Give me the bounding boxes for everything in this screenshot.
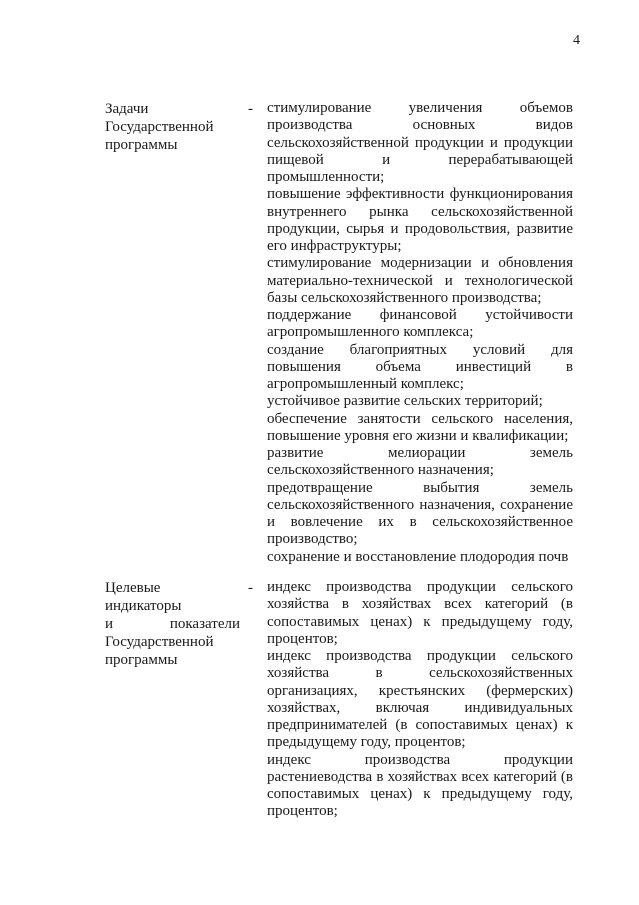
tasks-list	[267, 100, 573, 566]
indicators-label-line: Целевые	[105, 580, 161, 596]
tasks-item: обеспечение занятости сельского населения, повышение уровня его жизни и квалификации;	[267, 410, 573, 444]
tasks-dash: -	[248, 101, 253, 117]
indicators-label-word: и	[105, 616, 114, 632]
tasks-label-line: программы	[105, 137, 178, 153]
indicators-item: индекс производства продукции растениеводства в хозяйствах всех категорий (в сопоставимых ценах) к предыдущему году, процентов;	[267, 751, 573, 820]
indicators-dash: -	[248, 580, 253, 596]
tasks-label	[105, 100, 240, 154]
tasks-label-line: Задачи	[105, 101, 149, 117]
tasks-label-line: Государственной	[105, 119, 214, 135]
tasks-item: сохранение и восстановление плодородия почв	[267, 548, 569, 565]
indicators-label-line: индикаторы	[105, 598, 182, 614]
tasks-item: устойчивое развитие сельских территорий;	[267, 393, 543, 410]
indicators-label-line	[105, 615, 240, 633]
indicators-list	[267, 579, 573, 821]
tasks-item: создание благоприятных условий для повышения объема инвестиций в агропромышленный комплекс;	[267, 341, 573, 392]
tasks-item: развитие мелиорации земель сельскохозяйственного назначения;	[267, 445, 573, 479]
tasks-item: повышение эффективности функционирования внутреннего рынка сельскохозяйственной продукции, сырья и продовольствия, развитие его инфраструктуры;	[267, 186, 573, 254]
indicators-label-word: показатели	[169, 616, 240, 632]
indicators-label	[105, 579, 240, 669]
indicators-item: индекс производства продукции сельского хозяйства в хозяйствах всех категорий (в сопоставимых ценах) к предыдущему году, процентов;	[267, 579, 573, 647]
page-number: 4	[573, 33, 580, 48]
indicators-label-line: программы	[105, 652, 178, 668]
indicators-item: индекс производства продукции сельского хозяйства в сельскохозяйственных организациях, крестьянских (фермерских) хозяйствах, включая индивидуальных предпринимателей (в сопоставимых ценах) к предыдущему году, процентов;	[267, 648, 573, 751]
indicators-label-line: Государственной	[105, 634, 214, 650]
tasks-item: предотвращение выбытия земель сельскохозяйственного назначения, сохранение и вовлечение их в сельскохозяйственное производство;	[267, 479, 573, 548]
tasks-item: стимулирование модернизации и обновления материально-технической и технологической базы сельскохозяйственного производства;	[267, 255, 573, 306]
tasks-item: поддержание финансовой устойчивости агропромышленного комплекса;	[267, 307, 573, 341]
tasks-item: стимулирование увеличения объемов производства основных видов сельскохозяйственной продукции и продукции пищевой и перерабатывающей промышленности;	[267, 100, 573, 185]
